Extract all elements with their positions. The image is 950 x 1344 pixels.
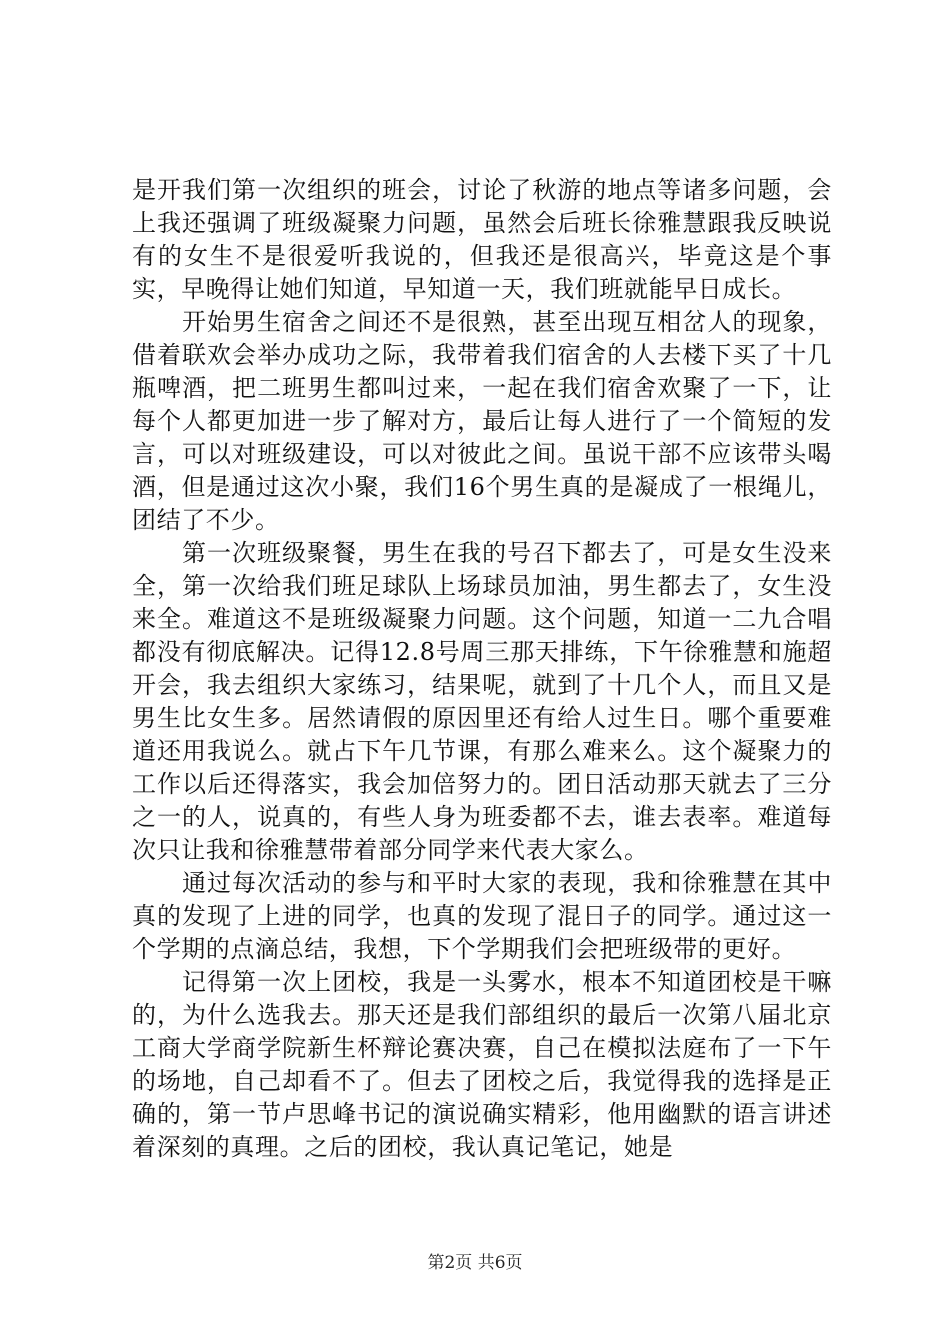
paragraph-2: 开始男生宿舍之间还不是很熟，甚至出现互相岔人的现象，借着联欢会举办成功之际，我带着我们宿舍的人去楼下买了十几瓶啤酒，把二班男生都叫过来，一起在我们宿舍欢聚了一下，让每个人都更加进一步了解对方，最后让每人进行了一个简短的发言，可以对班级建设，可以对彼此之间。虽说干部不应该带头喝酒，但是通过这次小聚，我们16个男生真的是凝成了一根绳儿，团结了不少。	[132, 308, 832, 534]
paragraph-5: 记得第一次上团校，我是一头雾水，根本不知道团校是干嘛的，为什么选我去。那天还是我们部组织的最后一次第八届北京工商大学商学院新生杯辩论赛决赛，自己在模拟法庭布了一下午的场地，自己却看不了。但去了团校之后，我觉得我的选择是正确的，第一节卢思峰书记的演说确实精彩，他用幽默的语言讲述着深刻的真理。之后的团校，我认真记笔记，她是	[132, 968, 832, 1161]
paragraph-1: 是开我们第一次组织的班会，讨论了秋游的地点等诸多问题，会上我还强调了班级凝聚力问题，虽然会后班长徐雅慧跟我反映说有的女生不是很爱听我说的，但我还是很高兴，毕竟这是个事实，早晚得让她们知道，早知道一天，我们班就能早日成长。	[132, 176, 832, 303]
page-footer: 第2页 共6页	[427, 1253, 523, 1273]
paragraph-4: 通过每次活动的参与和平时大家的表现，我和徐雅慧在其中真的发现了上进的同学，也真的发现了混日子的同学。通过这一个学期的点滴总结，我想，下个学期我们会把班级带的更好。	[132, 869, 832, 963]
document-body	[132, 174, 832, 1164]
paragraph-3: 第一次班级聚餐，男生在我的号召下都去了，可是女生没来全，第一次给我们班足球队上场球员加油，男生都去了，女生没来全。难道这不是班级凝聚力问题。这个问题，知道一二九合唱都没有彻底解决。记得12.8号周三那天排练，下午徐雅慧和施超开会，我去组织大家练习，结果呢，就到了十几个人，而且又是男生比女生多。居然请假的原因里还有给人过生日。哪个重要难道还用我说么。就占下午几节课，有那么难来么。这个凝聚力的工作以后还得落实，我会加倍努力的。团日活动那天就去了三分之一的人，说真的，有些人身为班委都不去，谁去表率。难道每次只让我和徐雅慧带着部分同学来代表大家么。	[132, 539, 832, 864]
